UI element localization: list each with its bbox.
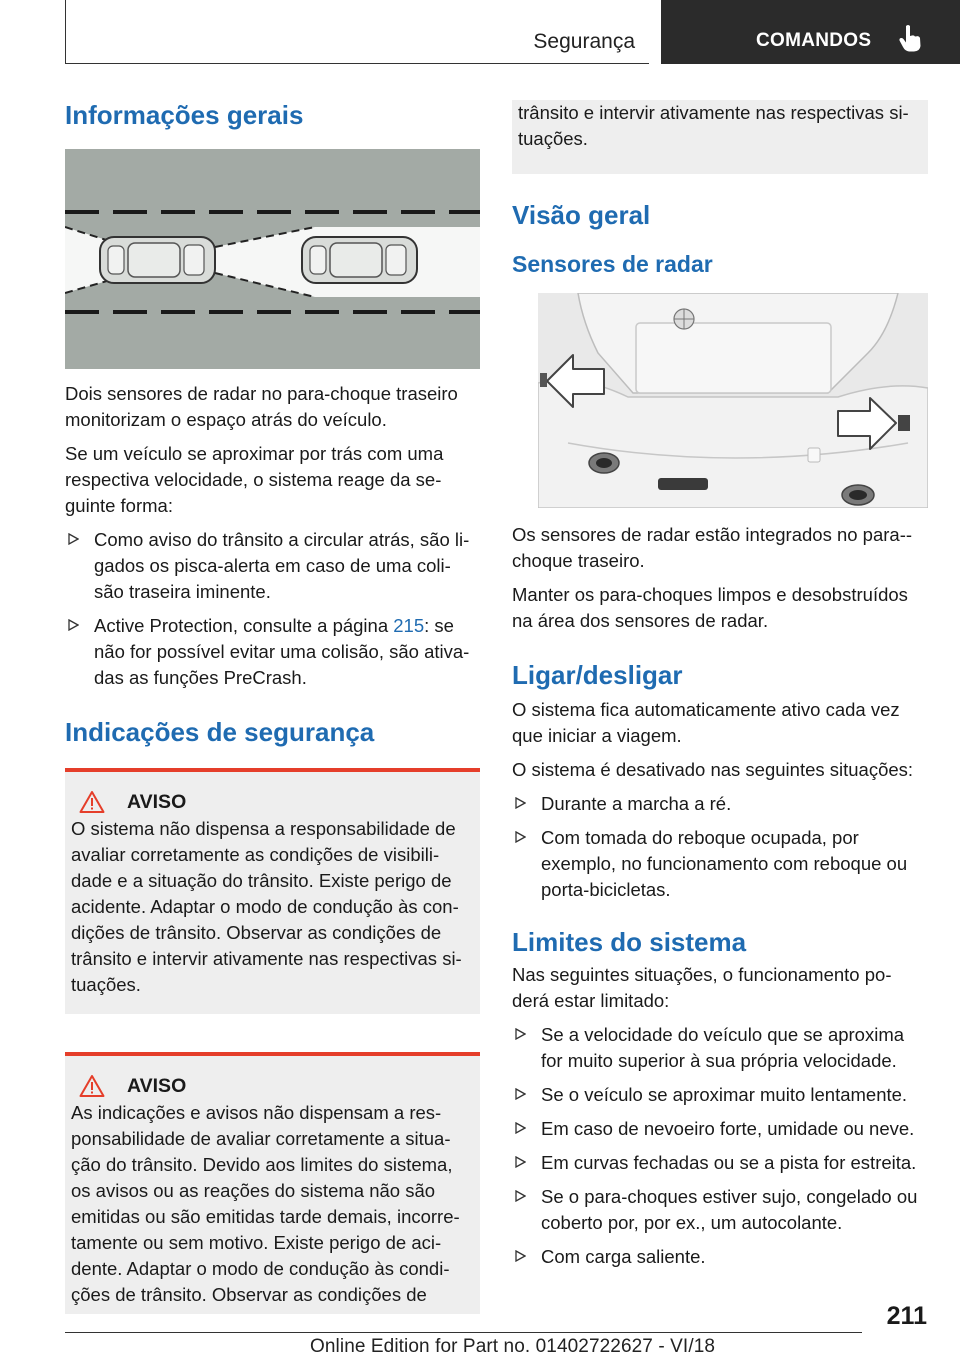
- triangle-bullet-icon: [514, 1156, 526, 1168]
- left-column: [65, 100, 480, 1314]
- list-item: [512, 1116, 928, 1142]
- radar-paragraph-1: Os sensores de radar estão integrados no para--choque traseiro.: [512, 523, 913, 571]
- illustration-rear-bumper-sensors: [538, 293, 928, 508]
- list-item-text: Se a velocidade do veículo que se aproxima for muito superior à sua própria velocidade.: [541, 1024, 905, 1072]
- deactivation-list: [512, 791, 928, 903]
- warning-box-1: [65, 768, 480, 1014]
- list-item: [512, 1184, 928, 1236]
- intro-paragraph-1: Dois sensores de radar no para-choque traseiro monitorizam o espaço atrás do veículo.: [65, 383, 458, 431]
- warning-header: [79, 790, 472, 814]
- warning-continuation-box: [512, 100, 928, 174]
- triangle-bullet-icon: [514, 1122, 526, 1134]
- radar-paragraph-2: Manter os para-choques limpos e desobstruídos na área dos sensores de radar.: [512, 583, 908, 631]
- list-item-text: Como aviso do trânsito a circular atrás, são li-gados os pisca-alerta em caso de uma coli-são traseira iminente.: [94, 529, 470, 603]
- list-item-text: Se o veículo se aproximar muito lentamente.: [541, 1084, 908, 1106]
- list-item: [512, 1150, 928, 1176]
- list-item: [512, 791, 928, 817]
- list-item: [512, 1082, 928, 1108]
- footer-rule: [65, 1332, 862, 1333]
- list-item-text: Durante a marcha a ré.: [541, 792, 732, 814]
- warning-text: O sistema não dispensa a responsabilidade de avaliar corretamente as condições de visibili-dade e a situação do trânsito. Existe perigo de acidente. Adaptar o modo de condução às con-dições de trânsito. Observar as condições de trânsito e intervir ativamente nas respectivas si-tuações.: [71, 818, 462, 996]
- header-chapter-tab[interactable]: [661, 0, 960, 64]
- limits-paragraph: Nas seguintes situações, o funcionamento po-derá estar limitado:: [512, 964, 892, 1012]
- triangle-bullet-icon: [67, 533, 79, 545]
- right-column: [512, 100, 928, 1270]
- heading-radar-sensors: Sensores de radar: [512, 251, 713, 278]
- list-item-text: Com tomada do reboque ocupada, por exemplo, no funcionamento com reboque ou porta-bicicletas.: [541, 826, 908, 900]
- list-item: [65, 613, 480, 691]
- triangle-bullet-icon: [514, 1190, 526, 1202]
- heading-safety: Indicações de segurança: [65, 717, 375, 748]
- list-item: [512, 1022, 928, 1074]
- warning-box-2: [65, 1052, 480, 1314]
- onoff-paragraph-2: O sistema é desativado nas seguintes situações:: [512, 758, 914, 780]
- triangle-bullet-icon: [67, 619, 79, 631]
- heading-overview: Visão geral: [512, 200, 651, 230]
- header-bottom-rule: [65, 63, 649, 64]
- list-item: [512, 825, 928, 903]
- warning-title: AVISO: [127, 790, 187, 813]
- pointing-hand-icon: [897, 24, 923, 52]
- warning-triangle-icon: [79, 790, 105, 814]
- footer-edition: Online Edition for Part no. 01402722627 - VI/18: [310, 1336, 716, 1357]
- list-item-text: Com carga saliente.: [541, 1246, 706, 1268]
- list-item-text: Active Protection, consulte a página: [94, 615, 394, 637]
- warning-continuation-text: trânsito e intervir ativamente nas respectivas si-tuações.: [518, 102, 909, 149]
- triangle-bullet-icon: [514, 831, 526, 843]
- onoff-paragraph-1: O sistema fica automaticamente ativo cada vez que iniciar a viagem.: [512, 698, 900, 746]
- warning-header: [79, 1074, 472, 1098]
- heading-general-info: Informações gerais: [65, 100, 304, 130]
- warning-triangle-icon: [79, 1074, 105, 1098]
- list-item-text: Em caso de nevoeiro forte, umidade ou neve.: [541, 1118, 915, 1140]
- warning-text: As indicações e avisos não dispensam a res-ponsabilidade de avaliar corretamente a situa-ção do trânsito. Devido aos limites do sistema, os avisos ou as reações do sistema não são emitidas ou são emitidas tarde demais, incorre-tamente ou sem motivo. Existe perigo de aci-dente. Adaptar o modo de condução às condi-ções de trânsito. Observar as condições de: [71, 1102, 460, 1306]
- list-item: [65, 527, 480, 605]
- page-link[interactable]: 215: [393, 615, 425, 637]
- intro-paragraph-2: Se um veículo se aproximar por trás com uma respectiva velocidade, o sistema reage da se-guinte forma:: [65, 443, 444, 517]
- figure-rear-bumper: [538, 293, 928, 508]
- header-section-label: Segurança: [533, 30, 635, 53]
- reaction-list: [65, 527, 480, 691]
- triangle-bullet-icon: [514, 797, 526, 809]
- triangle-bullet-icon: [514, 1088, 526, 1100]
- list-item: [512, 1244, 928, 1270]
- illustration-two-cars-road: [65, 149, 480, 369]
- figure-road-cars: [65, 149, 480, 369]
- list-item-text: : se não for possível evitar uma colisão, são ativa-das as funções PreCrash.: [94, 615, 470, 689]
- heading-system-limits: Limites do sistema: [512, 926, 747, 957]
- list-item-text: Se o para-choques estiver sujo, congelado ou coberto por, por ex., um autocolante.: [541, 1186, 918, 1234]
- header-chapter-label: COMANDOS: [756, 30, 872, 51]
- list-item-text: Em curvas fechadas ou se a pista for estreita.: [541, 1152, 917, 1174]
- page-number: 211: [886, 1302, 927, 1330]
- header-left-rule: [65, 0, 66, 64]
- triangle-bullet-icon: [514, 1028, 526, 1040]
- limits-list: [512, 1022, 928, 1270]
- heading-on-off: Ligar/desligar: [512, 659, 683, 690]
- warning-title: AVISO: [127, 1074, 187, 1097]
- triangle-bullet-icon: [514, 1250, 526, 1262]
